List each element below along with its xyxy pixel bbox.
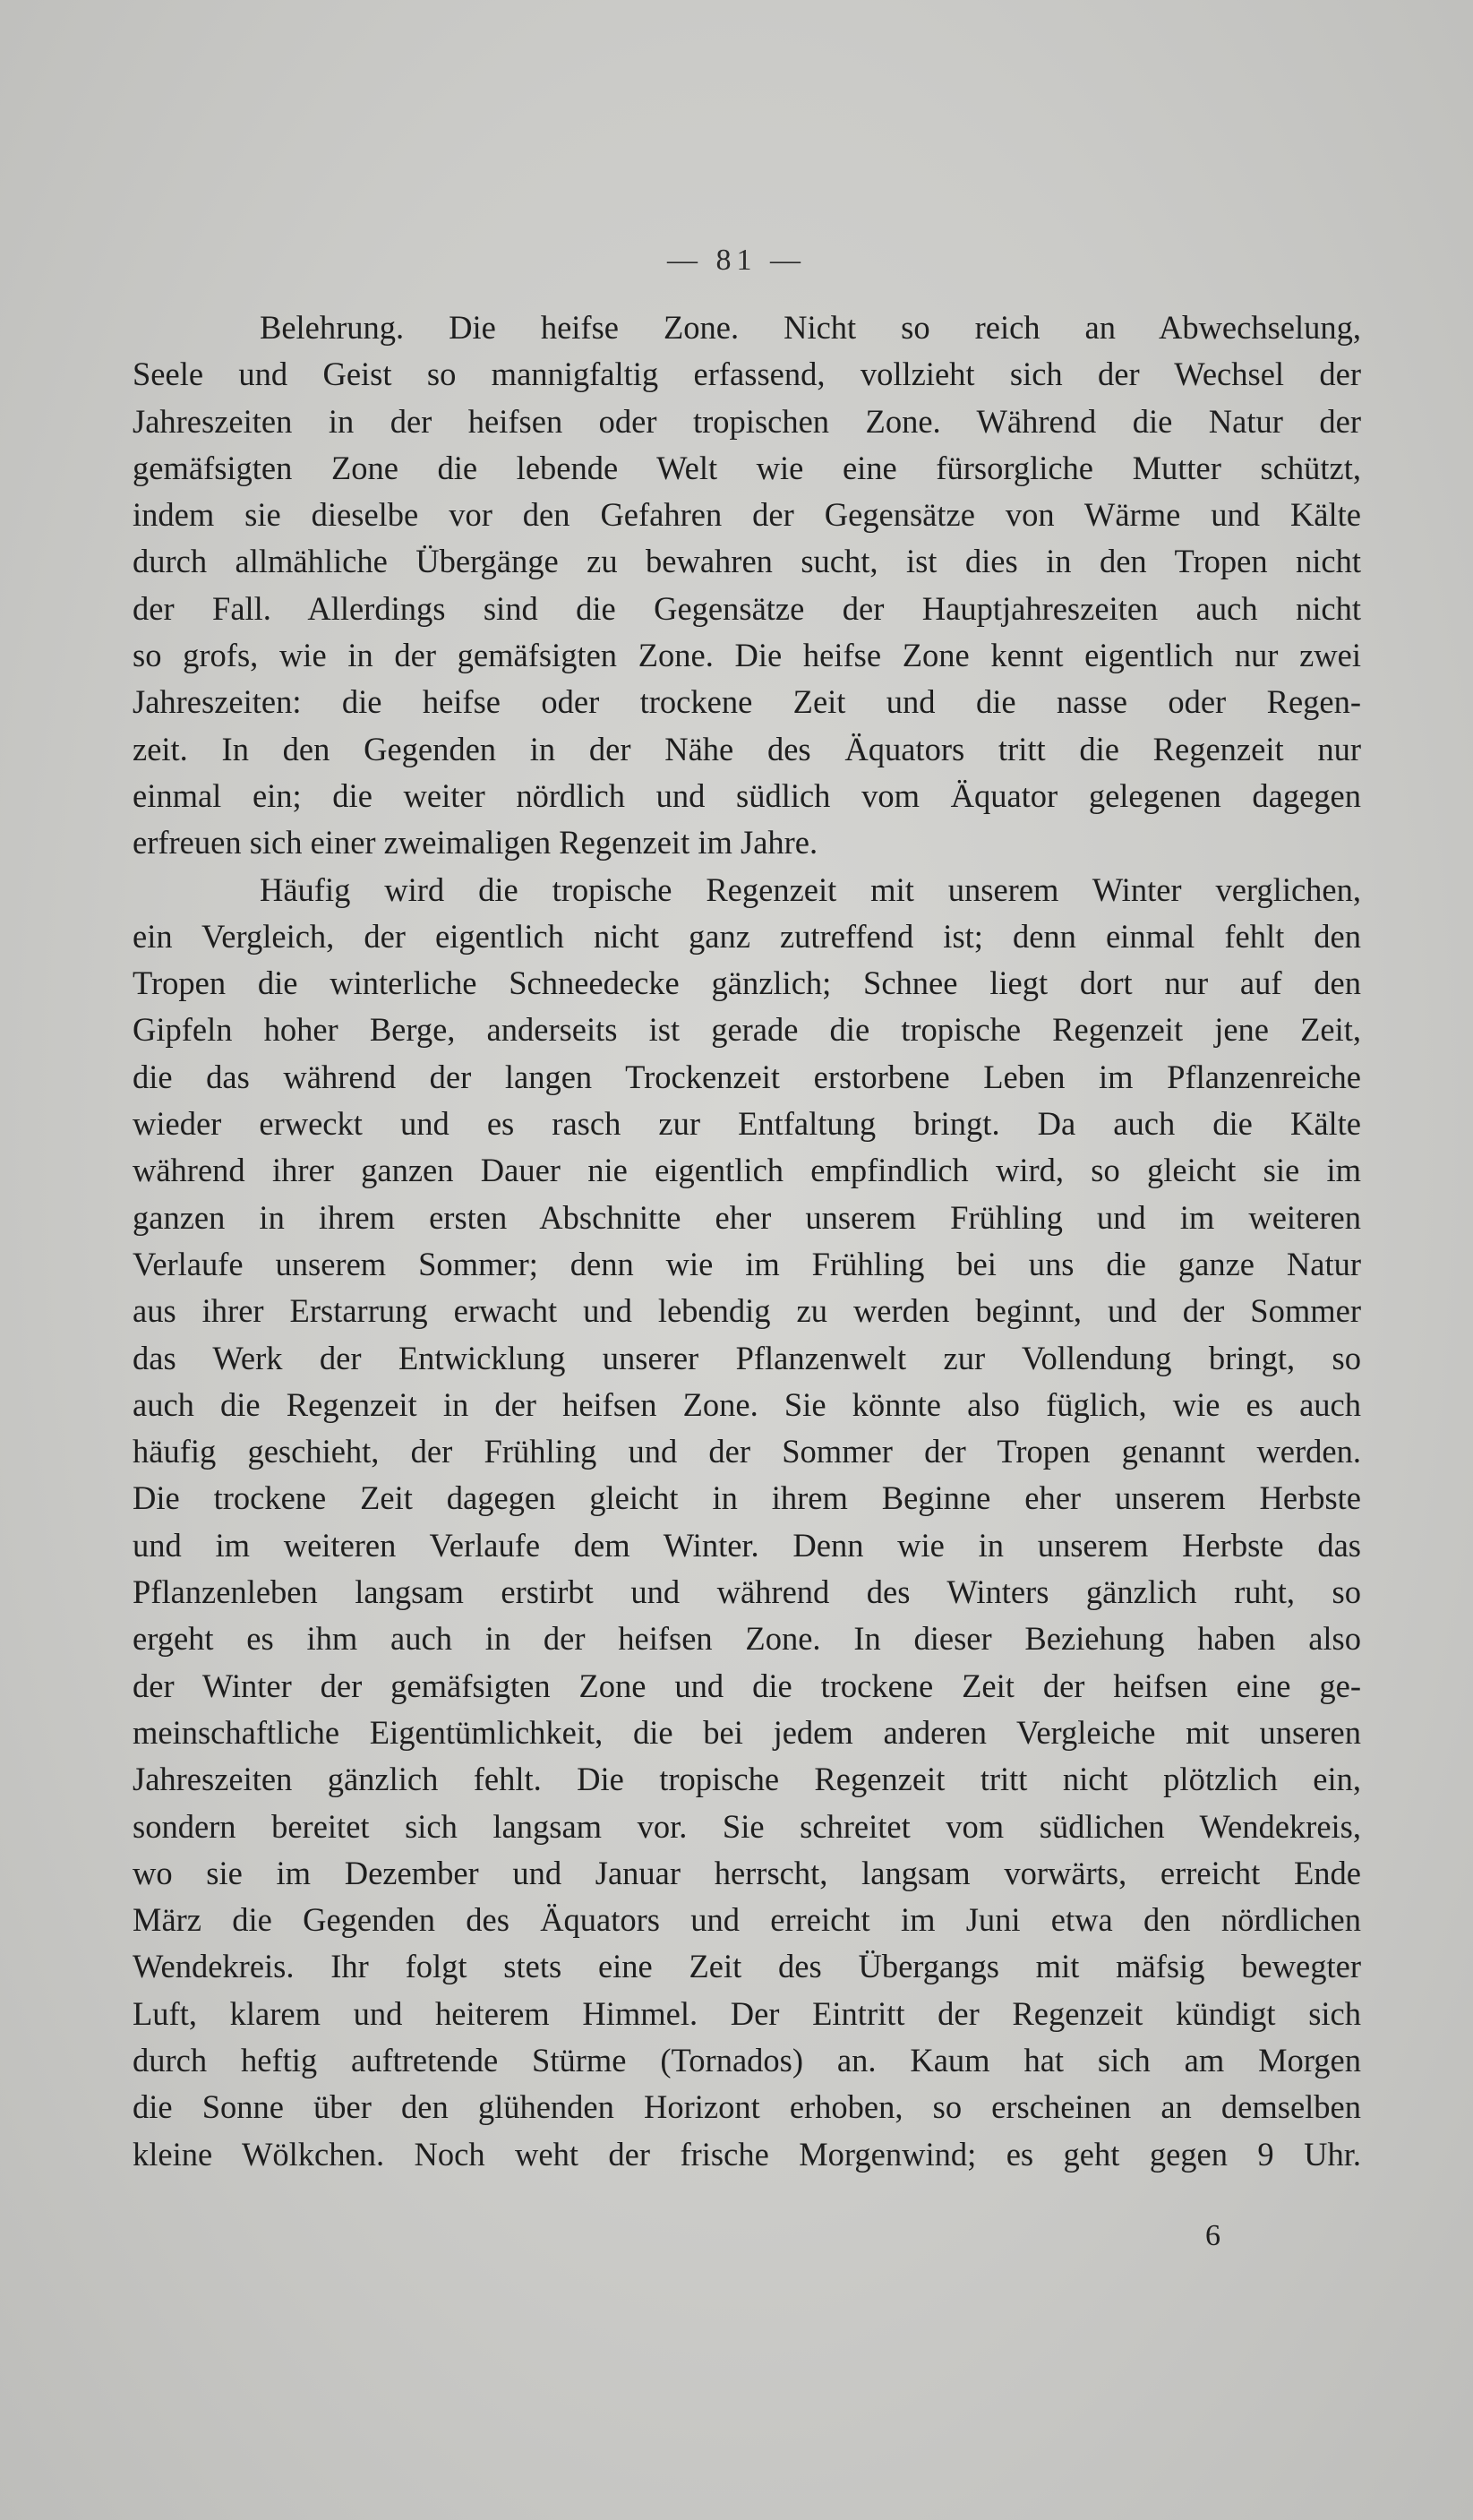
text-line: März die Gegenden des Äquators und erreicht im Juni etwa den nördlichen (133, 1901, 1361, 1939)
text-line: Seele und Geist so mannigfaltig erfassend, vollzieht sich der Wechsel der (133, 356, 1361, 393)
body-text (133, 304, 1361, 2178)
text-line: und im weiteren Verlaufe dem Winter. Denn wie in unserem Herbste das (133, 1526, 1361, 1564)
text-line: die das während der langen Trockenzeit erstorbene Leben im Pflanzenreiche (133, 1058, 1361, 1095)
text-line: Verlaufe unserem Sommer; denn wie im Frühling bei uns die ganze Natur (133, 1245, 1361, 1282)
text-line: einmal ein; die weiter nördlich und südlich vom Äquator gelegenen dagegen (133, 776, 1361, 814)
text-line: Die trockene Zeit dagegen gleicht in ihrem Beginne eher unserem Herbste (133, 1479, 1361, 1517)
text-line: kleine Wölkchen. Noch weht der frische Morgenwind; es geht gegen 9 Uhr. (133, 2135, 1361, 2173)
text-line: Belehrung. Die heifse Zone. Nicht so reich an Abwechselung, (260, 309, 1361, 346)
text-line: durch allmähliche Übergänge zu bewahren sucht, ist dies in den Tropen nicht (133, 543, 1361, 580)
text-line: häufig geschieht, der Frühling und der Sommer der Tropen genannt werden. (133, 1433, 1361, 1470)
text-line: die Sonne über den glühenden Horizont erhoben, so erscheinen an demselben (133, 2088, 1361, 2126)
text-line: Jahreszeiten in der heifsen oder tropischen Zone. Während die Natur der (133, 402, 1361, 440)
text-line: Gipfeln hoher Berge, anderseits ist gerade die tropische Regenzeit jene Zeit, (133, 1011, 1361, 1049)
text-line: aus ihrer Erstarrung erwacht und lebendig zu werden beginnt, und der Sommer (133, 1292, 1361, 1330)
sheet-signature-number: 6 (1205, 2219, 1220, 2252)
text-line: indem sie dieselbe vor den Gefahren der Gegensätze von Wärme und Kälte (133, 496, 1361, 534)
text-line: auch die Regenzeit in der heifsen Zone. Sie könnte also füglich, wie es auch (133, 1385, 1361, 1423)
text-line: während ihrer ganzen Dauer nie eigentlich empfindlich wird, so gleicht sie im (133, 1152, 1361, 1189)
text-line: sondern bereitet sich langsam vor. Sie schreitet vom südlichen Wendekreis, (133, 1807, 1361, 1845)
text-line: wieder erweckt und es rasch zur Entfaltung bringt. Da auch die Kälte (133, 1105, 1361, 1143)
text-line: der Fall. Allerdings sind die Gegensätze der Hauptjahreszeiten auch nicht (133, 589, 1361, 627)
text-line: Pflanzenleben langsam erstirbt und während des Winters gänzlich ruht, so (133, 1573, 1361, 1611)
text-line: Tropen die winterliche Schneedecke gänzlich; Schnee liegt dort nur auf den (133, 964, 1361, 1002)
text-line: Häufig wird die tropische Regenzeit mit unserem Winter verglichen, (260, 870, 1361, 908)
text-line: gemäfsigten Zone die lebende Welt wie eine fürsorgliche Mutter schützt, (133, 449, 1361, 486)
text-line: ganzen in ihrem ersten Abschnitte eher unserem Frühling und im weiteren (133, 1198, 1361, 1236)
page-number: — 81 — (667, 244, 806, 277)
text-line: so grofs, wie in der gemäfsigten Zone. Die heifse Zone kennt eigentlich nur zwei (133, 637, 1361, 674)
text-line: erfreuen sich einer zweimaligen Regenzeit im Jahre. (133, 824, 818, 861)
text-line: meinschaftliche Eigentümlichkeit, die bei jedem anderen Vergleiche mit unseren (133, 1713, 1361, 1751)
text-line: ergeht es ihm auch in der heifsen Zone. In dieser Beziehung haben also (133, 1620, 1361, 1658)
text-line: zeit. In den Gegenden in der Nähe des Äquators tritt die Regenzeit nur (133, 730, 1361, 767)
text-line: ein Vergleich, der eigentlich nicht ganz zutreffend ist; denn einmal fehlt den (133, 917, 1361, 955)
text-line: wo sie im Dezember und Januar herrscht, langsam vorwärts, erreicht Ende (133, 1854, 1361, 1891)
text-line: Jahreszeiten gänzlich fehlt. Die tropische Regenzeit tritt nicht plötzlich ein, (133, 1761, 1361, 1798)
text-line: Luft, klarem und heiterem Himmel. Der Eintritt der Regenzeit kündigt sich (133, 1994, 1361, 2032)
text-line: das Werk der Entwicklung unserer Pflanzenwelt zur Vollendung bringt, so (133, 1339, 1361, 1376)
text-line: der Winter der gemäfsigten Zone und die trockene Zeit der heifsen eine ge- (133, 1667, 1361, 1704)
text-line: Wendekreis. Ihr folgt stets eine Zeit des Übergangs mit mäfsig bewegter (133, 1948, 1361, 1985)
text-line: Jahreszeiten: die heifse oder trockene Zeit und die nasse oder Regen- (133, 683, 1361, 721)
text-line: durch heftig auftretende Stürme (Tornados) an. Kaum hat sich am Morgen (133, 2041, 1361, 2079)
